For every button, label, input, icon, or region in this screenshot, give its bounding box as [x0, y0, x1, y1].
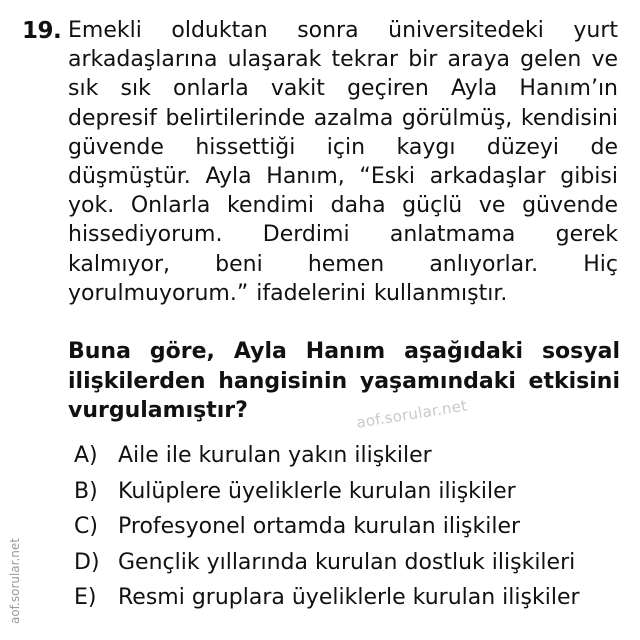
option-letter: A)	[74, 443, 98, 468]
watermark: aof.sorular.net	[355, 396, 469, 432]
option-text: Aile ile kurulan yakın ilişkiler	[118, 443, 432, 468]
option-letter: D)	[74, 549, 100, 575]
option-e[interactable]	[74, 585, 580, 621]
option-c[interactable]	[74, 514, 580, 550]
option-text: Kulüplere üyeliklerle kurulan ilişkiler	[118, 478, 516, 504]
option-text: Gençlik yıllarında kurulan dostluk ilişkileri	[118, 549, 576, 575]
question-number: 19.	[22, 18, 62, 44]
question-stem: Emekli olduktan sonra üniversitedeki yurt arkadaşlarına ulaşarak tekrar bir araya gelen ve sık sık onlarla vakit geçiren Ayla Hanım’ın depresif belirtilerinde azalma görülmüş, kendisini güvende hissettiği için kaygı düzeyi de düşmüştür. Ayla Hanım, “Eski arkadaşlar gibisi yok. Onlarla kendimi daha güçlü ve güvende hissediyorum. Derdimi anlatmama gerek kalmıyor, beni hemen anlıyorlar. Hiç yorulmuyorum.” ifadelerini kullanmıştır.	[68, 18, 618, 306]
option-a[interactable]	[74, 443, 580, 479]
option-letter: C)	[74, 514, 98, 539]
side-watermark: aof.sorular.net	[8, 537, 22, 625]
question-prompt: Buna göre, Ayla Hanım aşağıdaki sosyal ilişkilerden hangisinin yaşamındaki etkisini vurgulamıştır?	[68, 339, 620, 423]
option-text: Profesyonel ortamda kurulan ilişkiler	[118, 514, 521, 539]
option-letter: E)	[74, 585, 97, 610]
option-letter: B)	[74, 478, 98, 504]
answer-options	[74, 443, 580, 621]
option-d[interactable]	[74, 550, 580, 586]
option-b[interactable]	[74, 479, 580, 515]
option-text: Resmi gruplara üyeliklerle kurulan ilişkiler	[118, 585, 580, 610]
